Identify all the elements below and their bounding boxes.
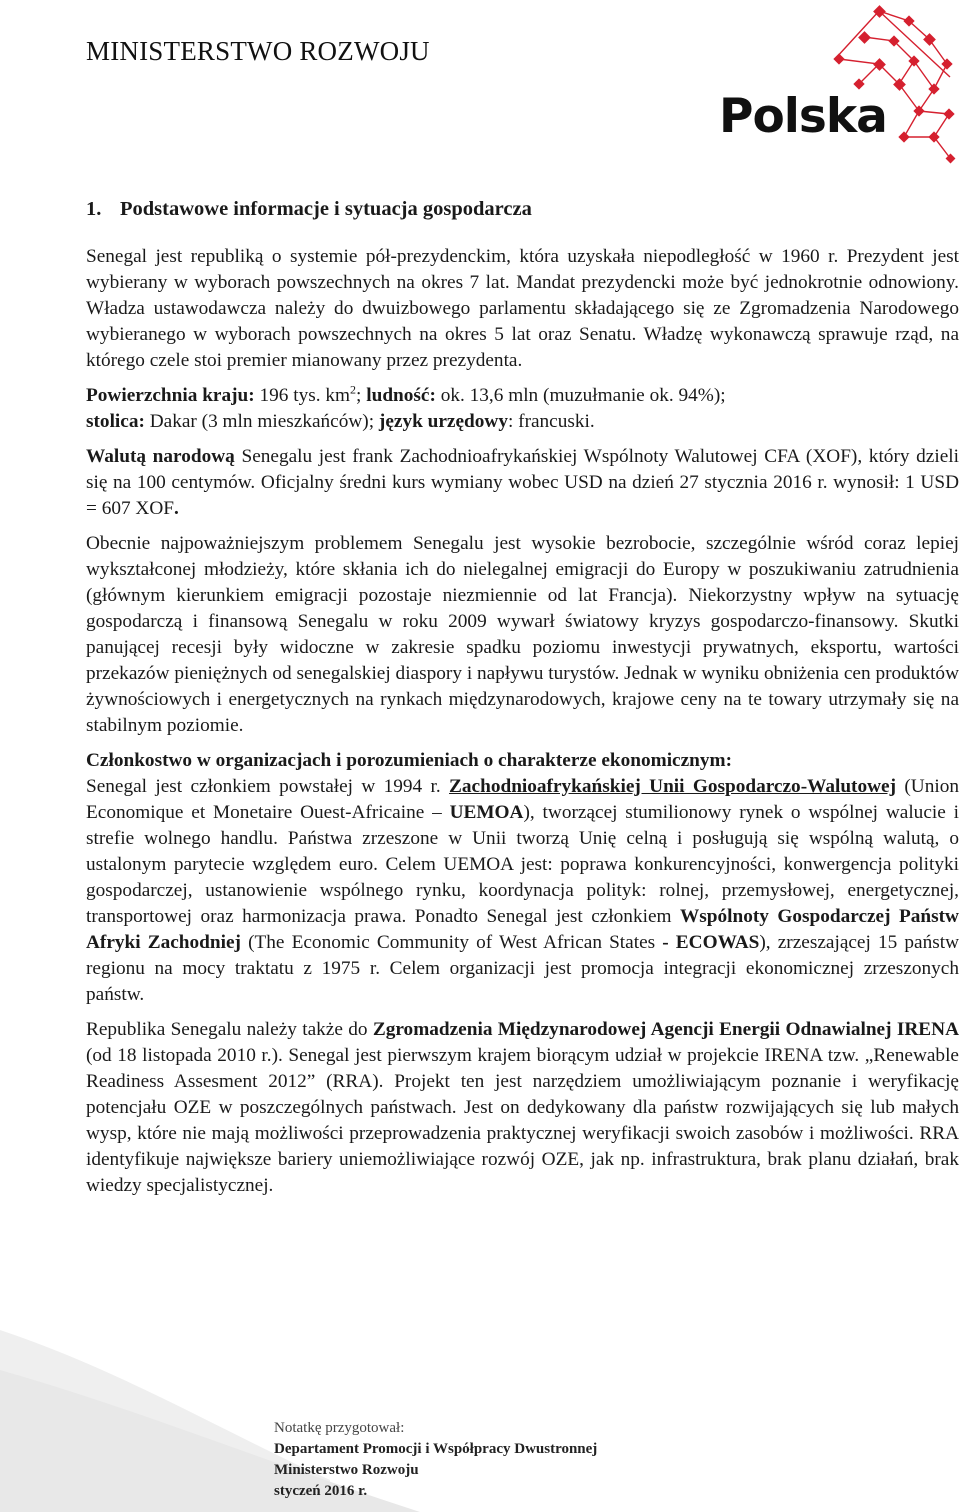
ecowas-abbr: - ECOWAS <box>662 932 760 953</box>
irena-text-1: Republika Senegalu należy także do <box>86 1019 368 1040</box>
paragraph-membership <box>86 748 959 1008</box>
logo-wordmark: Polska <box>719 89 887 144</box>
uemoa-name: Zachodnioafrykańskiej Unii Gospodarczo-Walutowej <box>449 776 897 797</box>
area-separator: ; <box>356 385 362 406</box>
paragraph-currency <box>86 444 959 522</box>
membership-text-5: ), zrzeszającej 15 państw regionu na mocy traktatu z 1975 r. Celem organizacji jest promocja integracji ekonomicznej zrzeszonych państw. <box>86 932 959 1005</box>
language-label: język urzędowy <box>378 411 508 432</box>
membership-text-3: ), tworzącej stumilionowy rynek o wspólnej walucie i strefie wolnego handlu. Państwa zrzeszone w Unii tworzą Unię celną i posługują się wspólną walutą, o ustalonym parytecie względem euro. Celem UEMOA jest: poprawa konkurencyjności, konwergencja polityki gospodarczej, ustanowienie wspólnego rynku, koordynacja polityk: rolnej, przemysłowej, energetycznej, transportowej oraz harmonizacja prawa. Ponadto Senegal jest członkiem <box>86 802 959 927</box>
membership-text-2: (Union Economique et Monetaire Ouest-Africaine – <box>86 776 959 823</box>
paragraph-irena <box>86 1017 959 1199</box>
section-heading <box>86 198 906 221</box>
currency-label: Walutą narodową <box>86 446 235 467</box>
language-value: : francuski. <box>507 411 595 432</box>
capital-label: stolica: <box>86 411 145 432</box>
polska-logo <box>715 5 960 175</box>
capital-value: Dakar (3 mln mieszkańców); <box>149 411 375 432</box>
irena-text-2: (od 18 listopada 2010 r.). Senegal jest pierwszym krajem biorącym udział w projekcie IRENA tzw. „Renewable Readiness Assesment 2012” (RRA). Projekt ten jest narzędziem umożliwiającym poznanie i weryfikację potencjału OZE w poszczególnych państwach. Jest on dedykowany dla państw rozwijających się lub małych wysp, które nie mają możliwości przeprowadzenia praktycznej weryfikacji swoich zasobów i możliwości. RRA identyfikuje największe bariery uniemożliwiające rozwój OZE, jak np. infrastruktura, brak planu działań, brak wiedzy specjalistycznej. <box>86 1045 959 1196</box>
paragraph-key-facts <box>86 383 959 435</box>
footer-department: Departament Promocji i Współpracy Dwustronnej <box>274 1441 598 1457</box>
membership-text-1: Senegal jest członkiem powstałej w 1994 r. <box>86 776 441 797</box>
ecowas-name: Wspólnoty Gospodarczej Państw Afryki Zachodniej <box>86 906 959 953</box>
footer-ministry: Ministerstwo Rozwoju <box>274 1462 419 1478</box>
uemoa-abbr: UEMOA <box>449 802 524 823</box>
membership-text-4: (The Economic Community of West African States <box>248 932 656 953</box>
irena-name: Zgromadzenia Międzynarodowej Agencji Energii Odnawialnej IRENA <box>372 1019 959 1040</box>
membership-heading: Członkostwo w organizacjach i porozumieniach o charakterze ekonomicznym: <box>86 750 733 771</box>
ministry-name: MINISTERSTWO ROZWOJU <box>86 36 430 66</box>
section-number: 1. <box>86 198 102 220</box>
paragraph-economy: Obecnie najpoważniejszym problemem Senegalu jest wysokie bezrobocie, szczególnie wśród coraz lepiej wykształconej młodzieży, które skłania ich do nielegalnej emigracji do Europy w poszukiwaniu zatrudnienia (głównym kierunkiem emigracji pozostaje niezmiennie od lat Francja). Niekorzystny wpływ na sytuację gospodarczą i finansową Senegalu w roku 2009 wywarł światowy kryzys gospodarczo-finansowy. Skutki panującej recesji były widoczne w zakresie spadku poziomu inwestycji prywatnych, eksportu, wartości przekazów pieniężnych od senegalskiej diaspory i napływu turystów. Jednak w wyniku obniżenia cen produktów żywnościowych i energetycznych na rynkach międzynarodowych, krajowe ceny na te towary utrzymały się na stabilnym poziomie. <box>86 533 959 736</box>
population-label: ludność: <box>366 385 436 406</box>
area-superscript: 2 <box>350 382 357 397</box>
document-footer <box>274 1418 597 1502</box>
exchange-rate-text: Oficjalny średni kurs wymiany wobec USD na dzień 27 stycznia 2016 r. wynosił: 1 USD = 607 XOF <box>86 472 960 519</box>
currency-text: Senegalu jest frank Zachodnioafrykańskiej Wspólnoty Walutowej CFA (XOF), który dzieli się na 100 centymów. <box>86 446 959 493</box>
footer-prepared-by: Notatkę przygotował: <box>274 1420 405 1436</box>
exchange-rate-end: . <box>174 498 179 519</box>
population-value: ok. 13,6 mln (muzułmanie ok. 94%); <box>440 385 726 406</box>
section-title: Podstawowe informacje i sytuacja gospodarcza <box>120 198 532 220</box>
area-label: Powierzchnia kraju: <box>86 385 255 406</box>
area-value: 196 tys. km <box>259 385 351 406</box>
footer-date: styczeń 2016 r. <box>274 1483 368 1499</box>
document-body <box>86 244 959 1208</box>
paragraph-political-system: Senegal jest republiką o systemie pół-prezydenckim, która uzyskała niepodległość w 1960 r. Prezydent jest wybierany w wyborach powszechnych na okres 7 lat. Mandat prezydencki może być jednokrotnie odnowiony. Władza ustawodawcza należy do dwuizbowego parlamentu składającego się ze Zgromadzenia Narodowego wybieranego w wyborach powszechnych na okres 5 lat oraz Senatu. Władzę wykonawczą sprawuje rząd, na którego czele stoi premier mianowany przez prezydenta. <box>86 246 959 371</box>
